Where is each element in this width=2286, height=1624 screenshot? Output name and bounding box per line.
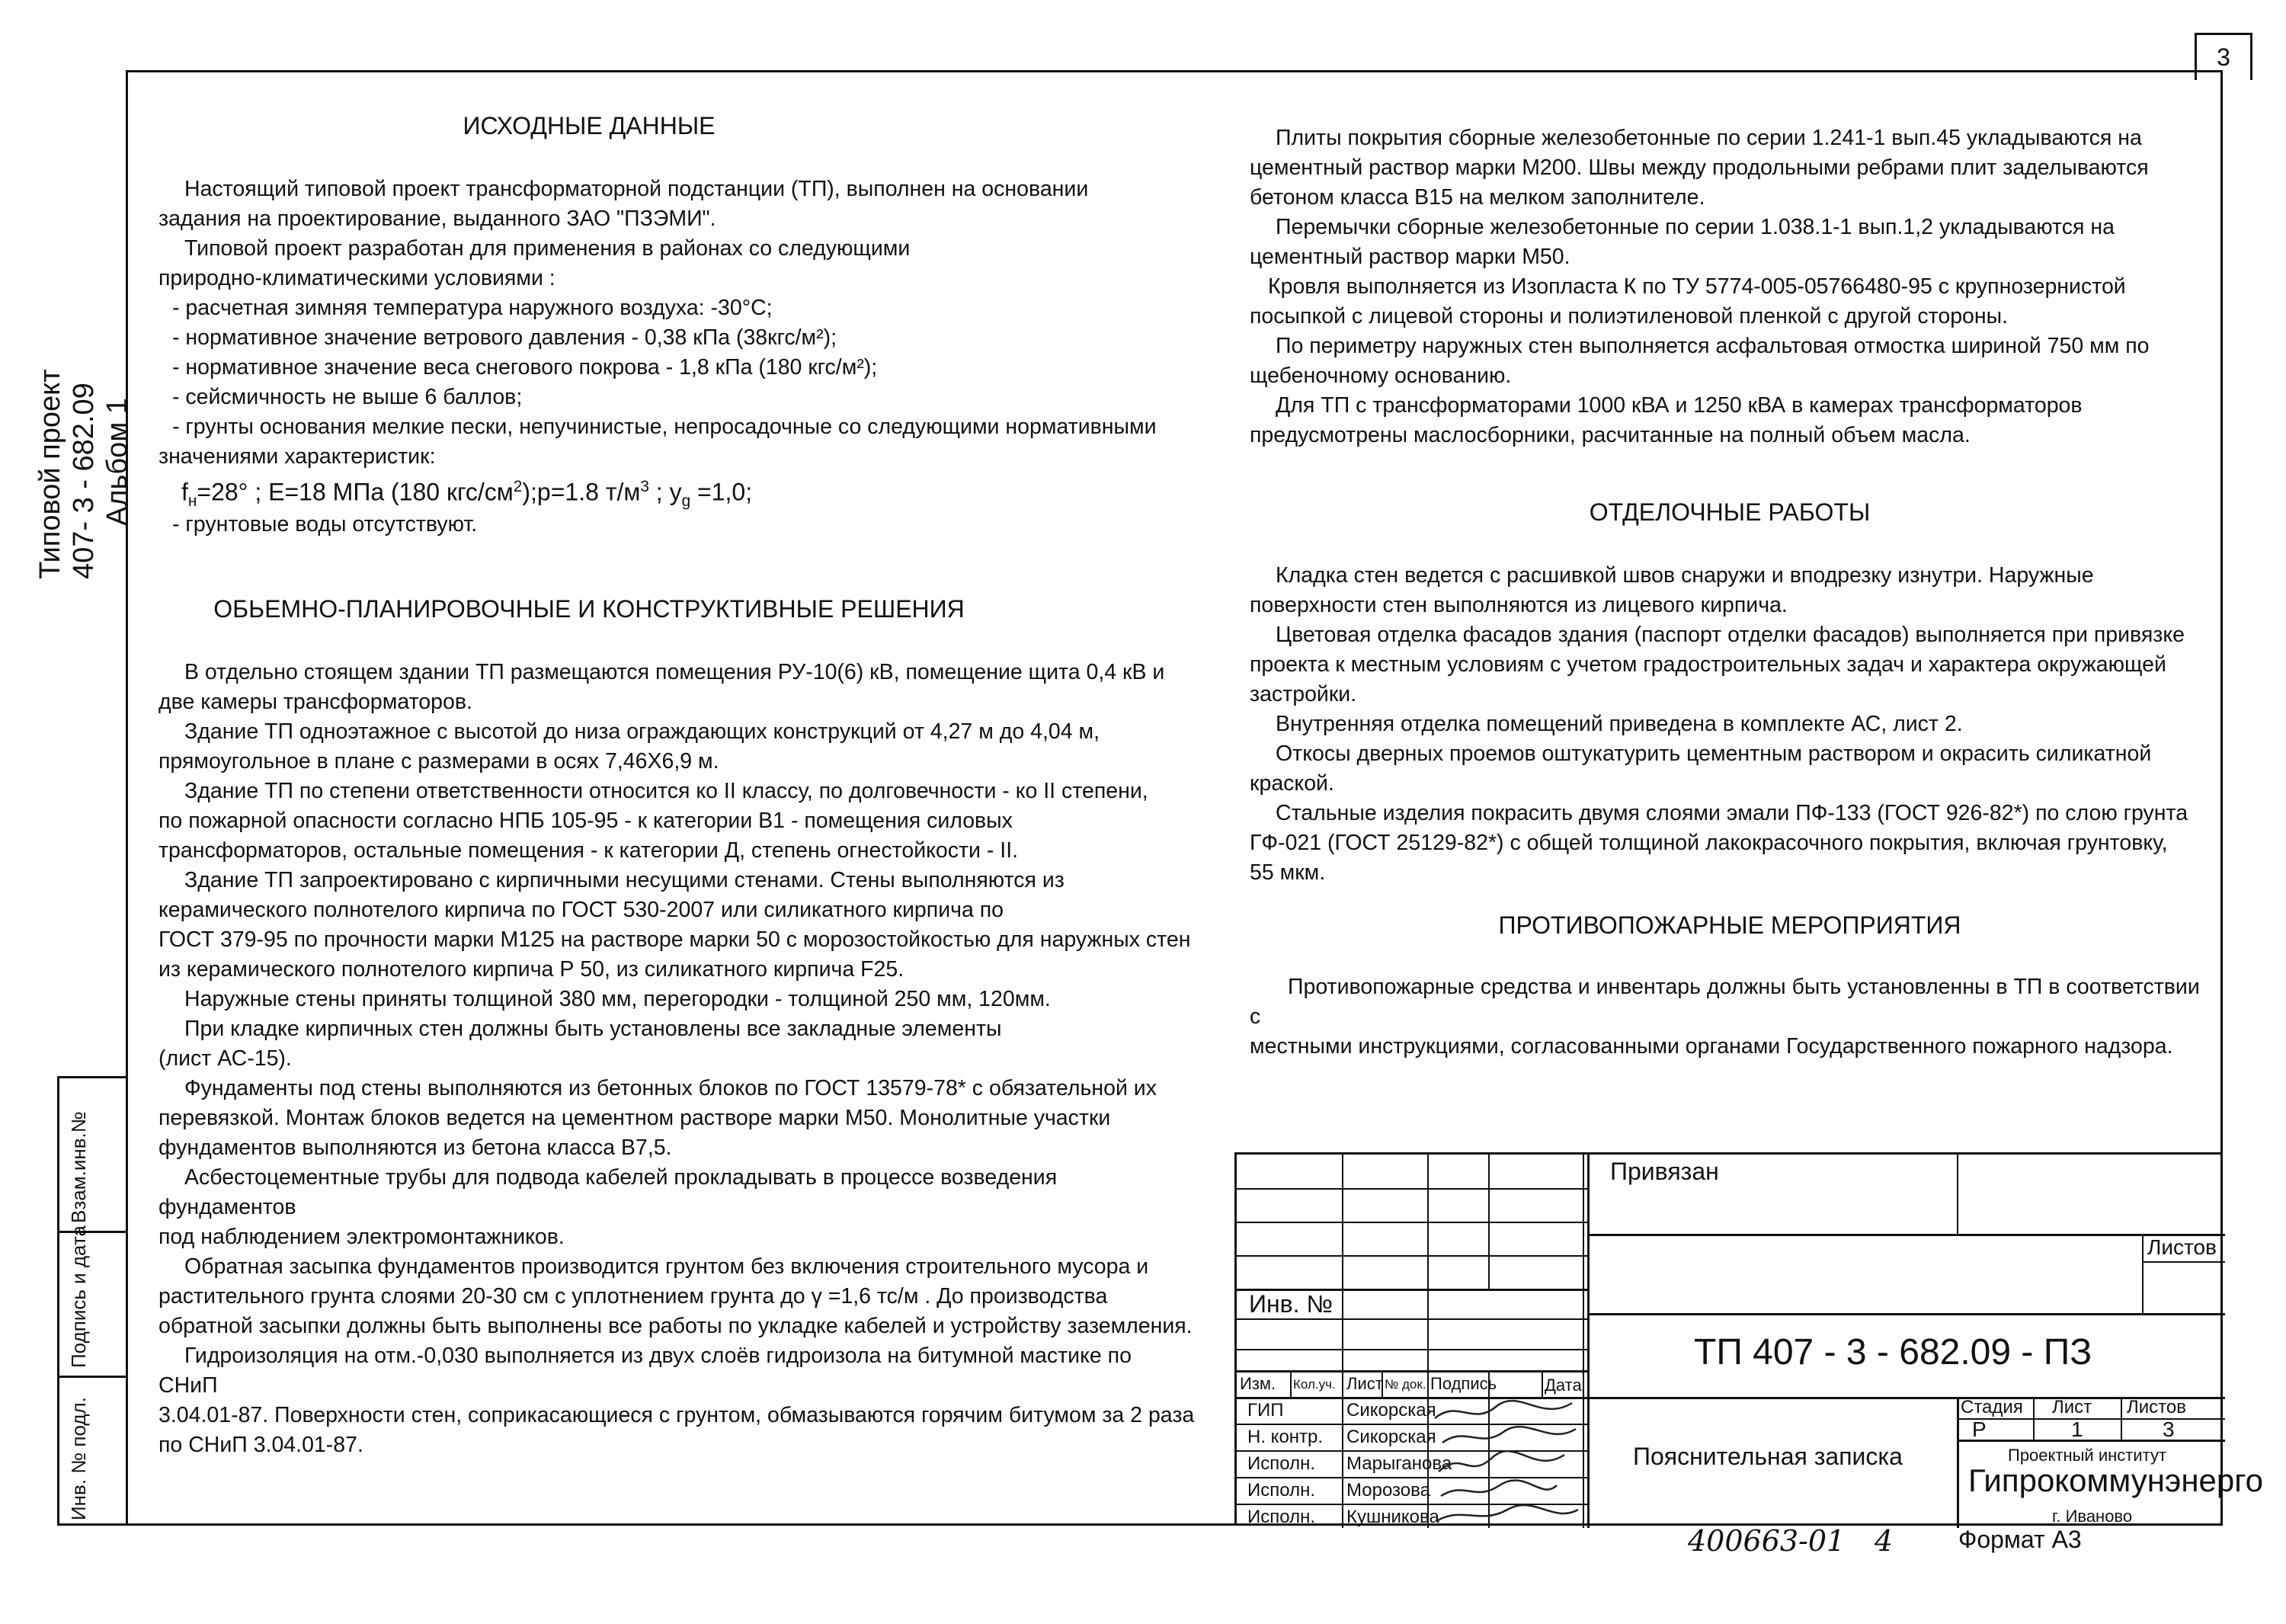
para-b9c: обратной засыпки должны быть выполнены все работы по укладке кабелей и устройству заземления.	[158, 1314, 1193, 1339]
formula-part4: =1,0;	[690, 478, 753, 506]
hdr-list: Лист	[1346, 1374, 1383, 1393]
para-r5b: предусмотрены маслосборники, расчитанные на полный объем масла.	[1250, 423, 1971, 447]
role-3: Исполн.	[1247, 1453, 1315, 1474]
listov-label: Листов	[2127, 1397, 2186, 1417]
name-1: Сикорская	[1346, 1400, 1436, 1421]
para-b9b: растительного грунта слоями 20-30 см с уплотнением грунта до γ =1,6 тс/м . До производства	[158, 1284, 1108, 1309]
hdr-koluch: Кол.уч.	[1293, 1377, 1336, 1392]
side-stamp-vzam: Взам.инв.№	[67, 1111, 90, 1223]
para-b4c: ГОСТ 379-95 по прочности марки М125 на растворе марки 50 с морозостойкостью для наружных стен	[158, 927, 1191, 953]
privyazan-label: Привязан	[1610, 1158, 1719, 1185]
name-5: Кушникова	[1346, 1507, 1439, 1527]
listov-top-label: Листов	[2147, 1235, 2217, 1259]
para-b4: Здание ТП запроектировано с кирпичными несущими стенами. Стены выполняются из	[184, 868, 1065, 893]
list-value: 1	[2071, 1417, 2083, 1441]
role-4: Исполн.	[1247, 1480, 1315, 1501]
role-5: Исполн.	[1247, 1507, 1315, 1527]
para-b1: В отдельно стоящем здании ТП размещаются помещения РУ-10(6) кВ, помещение щита 0,4 кВ и	[184, 660, 1165, 685]
para-r1b: цементный раствор марки М200. Швы между продольными ребрами плит заделываются	[1250, 155, 2149, 180]
para-f1b: местными инструкциями, согласованными органами Государственного пожарного надзора.	[1250, 1034, 2173, 1059]
para-o1b: поверхности стен выполняются из лицевого кирпича.	[1250, 593, 1788, 617]
para-o2c: застройки.	[1250, 682, 1357, 706]
para-b7b: перевязкой. Монтаж блоков ведется на цементном растворе марки М50. Монолитные участки	[158, 1106, 1111, 1131]
signature-scribbles	[1427, 1395, 1587, 1530]
para-b10b: 3.04.01-87. Поверхности стен, соприкасающиеся с грунтом, обмазываются горячим битумом за 2 раза	[158, 1403, 1195, 1428]
para-o4b: краской.	[1250, 771, 1334, 796]
heading-planning: ОБЬЕМНО-ПЛАНИРОВОЧНЫЕ И КОНСТРУКТИВНЫЕ РЕШЕНИЯ	[213, 595, 965, 623]
para-r3: Кровля выполняется из Изопласта К по ТУ 5774-005-05766480-95 с крупнозернистой	[1268, 274, 2126, 299]
hdr-izm: Изм.	[1240, 1374, 1276, 1393]
para-o5c: 55 мкм.	[1250, 860, 1326, 885]
para-o2: Цветовая отделка фасадов здания (паспорт отделки фасадов) выполняется при привязке	[1276, 623, 2185, 647]
right-column	[1250, 123, 2210, 1062]
para-b2b: прямоугольное в плане с размерами в осях 7,46Х6,9 м.	[158, 749, 719, 774]
hdr-data: Дата	[1545, 1376, 1582, 1395]
role-1: ГИП	[1247, 1400, 1284, 1421]
heading-fire: ПРОТИВОПОЖАРНЫЕ МЕРОПРИЯТИЯ	[1498, 911, 1961, 939]
para-b4d: из керамического полнотелого кирпича Р 50, из силикатного кирпича F25.	[158, 957, 904, 982]
side-stamp-inv-podl: Инв. № подл.	[67, 1397, 90, 1520]
org-line3: г. Иваново	[2052, 1507, 2133, 1526]
cond-groundwater: - грунтовые воды отсутствуют.	[172, 512, 478, 537]
para-b7: Фундаменты под стены выполняются из бетонных блоков по ГОСТ 13579-78* с обязательной их	[184, 1076, 1157, 1101]
hdr-podpis: Подпись	[1430, 1374, 1497, 1393]
para-r3b: посыпкой с лицевой стороны и полиэтиленовой пленкой с другой стороны.	[1250, 304, 2009, 328]
format-label: Формат А3	[1958, 1526, 2082, 1553]
para-o4: Откосы дверных проемов оштукатурить цементным раствором и окрасить силикатной	[1276, 742, 2152, 766]
para-r1: Плиты покрытия сборные железобетонные по серии 1.241-1 вып.45 укладываются на	[1276, 126, 2142, 150]
name-3: Марыганова	[1346, 1453, 1452, 1474]
side-title-line3: Альбом 1	[101, 397, 133, 526]
formula-sup3: 3	[640, 478, 649, 495]
formula-f-sub: н	[187, 492, 197, 511]
doc-name: Пояснительная записка	[1633, 1443, 1903, 1470]
para-b3: Здание ТП по степени ответственности относится ко II классу, по долговечности - ко II степени,	[184, 779, 1148, 804]
para-o2b: проекта к местным условиям с учетом градостроительных задач и характера окружающей	[1250, 652, 2166, 677]
name-4: Морозова	[1346, 1480, 1430, 1501]
para-r5: Для ТП с трансформаторами 1000 кВА и 1250 кВА в камерах трансформаторов	[1276, 393, 2083, 418]
side-title-line2: 407- 3 - 682.09	[68, 383, 100, 579]
handwritten-archive-no: 400663-01	[1688, 1524, 1846, 1558]
para-b4b: керамического полнотелого кирпича по ГОСТ 530-2007 или силикатного кирпича по	[158, 898, 1004, 923]
formula-f: f	[181, 478, 188, 506]
para-b6: При кладке кирпичных стен должны быть установлены все закладные элементы	[184, 1017, 1002, 1042]
title-block	[1234, 1152, 2264, 1527]
handwritten-page-no: 4	[1875, 1524, 1894, 1558]
para-b9: Обратная засыпка фундаментов производится грунтом без включения строительного мусора и	[184, 1254, 1149, 1280]
para-b7c: фундаментов выполняются из бетона класса В7,5.	[158, 1136, 672, 1161]
para-f1: Противопожарные средства и инвентарь должны быть установленны в ТП в соответствии с	[1250, 975, 2200, 1029]
para-r2: Перемычки сборные железобетонные по серии 1.038.1-1 вып.1,2 укладываются на	[1276, 215, 2115, 239]
cond-temp: - расчетная зимняя температура наружного воздуха: -30°C;	[172, 296, 773, 320]
para-b3c: трансформаторов, остальные помещения - к категории Д, степень огнестойкости - II.	[158, 838, 1019, 863]
para-o5b: ГФ-021 (ГОСТ 25129-82*) с общей толщиной лакокрасочного покрытия, включая грунтовку,	[1250, 831, 2168, 855]
para-b10: Гидроизоляция на отм.-0,030 выполняется из двух слоёв гидроизола на битумной мастике по СНиП	[158, 1344, 1132, 1398]
role-2: Н. контр.	[1247, 1427, 1324, 1447]
stadia-label: Стадия	[1961, 1397, 2023, 1417]
doc-code: ТП 407 - 3 - 682.09 - ПЗ	[1694, 1332, 2092, 1373]
side-stamp-podpis: Подпись и дата	[67, 1225, 90, 1368]
org-line1: Проектный институт	[2008, 1446, 2167, 1465]
name-2: Сикорская	[1346, 1427, 1436, 1447]
para-b6b: (лист АС-15).	[158, 1046, 292, 1071]
para-r4: По периметру наружных стен выполняется асфальтовая отмостка шириной 750 мм по	[1276, 334, 2150, 358]
para-r4b: щебеночному основанию.	[1250, 364, 1512, 388]
para-b8: Асбестоцементные трубы для подвода кабелей прокладывать в процессе возведения фундаментов	[158, 1165, 1058, 1220]
org-line2: Гипрокоммунэнерго	[1968, 1462, 2264, 1498]
side-title-line1: Типовой проект	[34, 369, 66, 579]
left-column	[158, 111, 1195, 1460]
cond-snow: - нормативное значение веса снегового покрова - 1,8 кПа (180 кгс/м²);	[172, 355, 878, 380]
para-climate-cont: природно-климатическими условиями :	[158, 266, 555, 290]
para-b8b: под наблюдением электромонтажников.	[158, 1225, 565, 1250]
formula-sup2: 2	[513, 478, 523, 495]
para-r1c: бетоном класса В15 на мелком заполнителе.	[1250, 185, 1705, 210]
para-o1: Кладка стен ведется с расшивкой швов снаружи и вподрезку изнутри. Наружные	[1276, 563, 2094, 588]
para-intro-cont: задания на проектирование, выданного ЗАО "ПЗЭМИ".	[158, 207, 716, 231]
inv-no-label: Инв. №	[1249, 1290, 1333, 1318]
para-b5: Наружные стены приняты толщиной 380 мм, перегородки - толщиной 250 мм, 120мм.	[184, 987, 1051, 1012]
hdr-nodok: № док.	[1385, 1377, 1426, 1392]
formula-part2: );р=1.8 т/м	[522, 478, 641, 506]
cond-wind: - нормативное значение ветрового давления - 0,38 кПа (38кгс/м²);	[172, 325, 837, 350]
formula-g-sub: g	[681, 492, 691, 511]
stadia-value: Р	[1972, 1417, 1987, 1441]
side-stamp	[57, 1076, 126, 1526]
para-r2b: цементный раствор марки М50.	[1250, 245, 1570, 269]
list-label: Лист	[2052, 1397, 2092, 1417]
cond-soil-cont: значениями характеристик:	[158, 444, 436, 469]
page-number: 3	[2195, 33, 2252, 80]
formula-part1: =28° ; Е=18 МПа (180 кгс/см	[197, 478, 514, 506]
cond-soil: - грунты основания мелкие пески, непучинистые, непросадочные со следующими нормативными	[172, 415, 1157, 439]
heading-initial-data: ИСХОДНЫЕ ДАННЫЕ	[463, 112, 716, 139]
listov-value: 3	[2163, 1417, 2175, 1441]
para-b1b: две камеры трансформаторов.	[158, 690, 472, 715]
side-title	[34, 369, 134, 579]
formula-part3: ; y	[648, 478, 682, 506]
para-b2: Здание ТП одноэтажное с высотой до низа ограждающих конструкций от 4,27 м до 4,04 м,	[184, 719, 1100, 745]
para-o5: Стальные изделия покрасить двумя слоями эмали ПФ-133 (ГОСТ 926-82*) по слою грунта	[1276, 801, 2188, 825]
para-b10c: по СНиП 3.04.01-87.	[158, 1433, 363, 1458]
para-o3: Внутренняя отделка помещений приведена в комплекте АС, лист 2.	[1276, 712, 1963, 736]
heading-finishing: ОТДЕЛОЧНЫЕ РАБОТЫ	[1589, 498, 1871, 526]
cond-seismic: - сейсмичность не выше 6 баллов;	[172, 385, 523, 409]
para-climate: Типовой проект разработан для применения в районах со следующими	[184, 236, 911, 261]
para-b3b: по пожарной опасности согласно НПБ 105-95 - к категории В1 - помещения силовых	[158, 809, 1013, 834]
para-intro: Настоящий типовой проект трансформаторной подстанции (ТП), выполнен на основании	[184, 177, 1089, 201]
